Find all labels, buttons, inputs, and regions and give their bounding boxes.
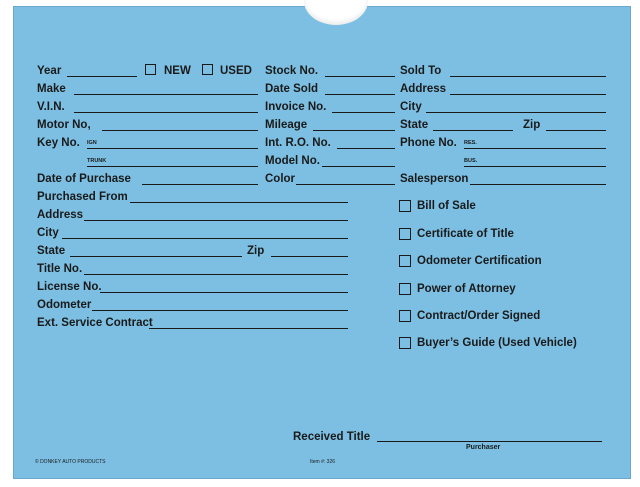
salesperson-label: Salesperson xyxy=(400,173,469,185)
address-right-field[interactable] xyxy=(450,94,606,95)
zip-left-field[interactable] xyxy=(271,256,348,257)
ext-service-contract-field[interactable] xyxy=(149,328,348,329)
model-no-label: Model No. xyxy=(265,155,320,167)
invoice-no-field[interactable] xyxy=(332,112,395,113)
vin-label: V.I.N. xyxy=(37,101,65,113)
zip-left-label: Zip xyxy=(247,245,265,257)
trunk-label: TRUNK xyxy=(87,158,107,164)
new-label: NEW xyxy=(164,65,191,77)
city-right-label: City xyxy=(400,101,422,113)
year-label: Year xyxy=(37,65,62,77)
state-right-label: State xyxy=(400,119,429,131)
invoice-no-label: Invoice No. xyxy=(265,101,327,113)
zip-right-field[interactable] xyxy=(546,130,606,131)
ext-service-contract-label: Ext. Service Contract xyxy=(37,317,153,329)
mileage-field[interactable] xyxy=(313,130,395,131)
buyers-guide-checkbox[interactable] xyxy=(399,337,411,349)
deal-jacket-envelope xyxy=(13,6,631,479)
odometer-field[interactable] xyxy=(92,310,348,311)
contract-order-signed-label: Contract/Order Signed xyxy=(417,310,541,322)
used-checkbox[interactable] xyxy=(202,64,213,75)
title-no-label: Title No. xyxy=(37,263,83,275)
model-no-field[interactable] xyxy=(322,166,395,167)
zip-right-label: Zip xyxy=(523,119,541,131)
brand-footer: © DONKEY AUTO PRODUCTS xyxy=(35,459,106,465)
power-of-attorney-label: Power of Attorney xyxy=(417,283,516,295)
sold-to-label: Sold To xyxy=(400,65,442,77)
color-label: Color xyxy=(265,173,296,185)
odometer-certification-label: Odometer Certification xyxy=(417,255,542,267)
key-no-label: Key No. xyxy=(37,137,80,149)
title-no-field[interactable] xyxy=(84,274,348,275)
motor-no-field[interactable] xyxy=(102,130,258,131)
motor-no-label: Motor No, xyxy=(37,119,91,131)
date-of-purchase-label: Date of Purchase xyxy=(37,173,131,185)
color-field[interactable] xyxy=(296,184,395,185)
date-of-purchase-field[interactable] xyxy=(142,184,258,185)
state-left-label: State xyxy=(37,245,66,257)
int-ro-no-field[interactable] xyxy=(337,148,395,149)
new-checkbox[interactable] xyxy=(145,64,156,75)
item-number: Item #: 326 xyxy=(310,459,336,465)
res-label: RES. xyxy=(464,140,477,146)
salesperson-field[interactable] xyxy=(470,184,606,185)
state-right-field[interactable] xyxy=(433,130,513,131)
certificate-of-title-label: Certificate of Title xyxy=(417,228,514,240)
phone-bus-field[interactable] xyxy=(464,166,606,167)
purchased-from-field[interactable] xyxy=(130,202,348,203)
state-left-field[interactable] xyxy=(70,256,242,257)
make-label: Make xyxy=(37,83,66,95)
purchaser-caption: Purchaser xyxy=(466,444,501,451)
ign-label: IGN xyxy=(87,140,97,146)
vin-field[interactable] xyxy=(74,112,258,113)
odometer-label: Odometer xyxy=(37,299,92,311)
city-left-label: City xyxy=(37,227,59,239)
bill-of-sale-checkbox[interactable] xyxy=(399,200,411,212)
date-sold-label: Date Sold xyxy=(265,83,319,95)
phone-res-field[interactable] xyxy=(464,148,606,149)
key-trunk-field[interactable] xyxy=(87,166,258,167)
int-ro-no-label: Int. R.O. No. xyxy=(265,137,331,149)
sold-to-field[interactable] xyxy=(450,76,606,77)
used-label: USED xyxy=(220,65,252,77)
bus-label: BUS. xyxy=(464,158,478,164)
stock-no-field[interactable] xyxy=(325,76,395,77)
phone-no-label: Phone No. xyxy=(400,137,457,149)
license-no-field[interactable] xyxy=(100,292,348,293)
city-right-field[interactable] xyxy=(426,112,606,113)
city-left-field[interactable] xyxy=(62,238,348,239)
certificate-of-title-checkbox[interactable] xyxy=(399,228,411,240)
odometer-certification-checkbox[interactable] xyxy=(399,255,411,267)
key-ign-field[interactable] xyxy=(87,148,258,149)
buyers-guide-label: Buyer’s Guide (Used Vehicle) xyxy=(417,337,577,349)
received-title-signature-field[interactable] xyxy=(377,441,602,442)
date-sold-field[interactable] xyxy=(325,94,395,95)
stock-no-label: Stock No. xyxy=(265,65,319,77)
make-field[interactable] xyxy=(74,94,258,95)
purchased-from-label: Purchased From xyxy=(37,191,128,203)
thumb-notch xyxy=(304,0,368,25)
address-left-field[interactable] xyxy=(84,220,348,221)
power-of-attorney-checkbox[interactable] xyxy=(399,283,411,295)
contract-order-signed-checkbox[interactable] xyxy=(399,310,411,322)
address-right-label: Address xyxy=(400,83,447,95)
license-no-label: License No. xyxy=(37,281,102,293)
address-left-label: Address xyxy=(37,209,84,221)
year-field[interactable] xyxy=(67,76,137,77)
mileage-label: Mileage xyxy=(265,119,308,131)
received-title-label: Received Title xyxy=(293,431,371,443)
bill-of-sale-label: Bill of Sale xyxy=(417,200,476,212)
